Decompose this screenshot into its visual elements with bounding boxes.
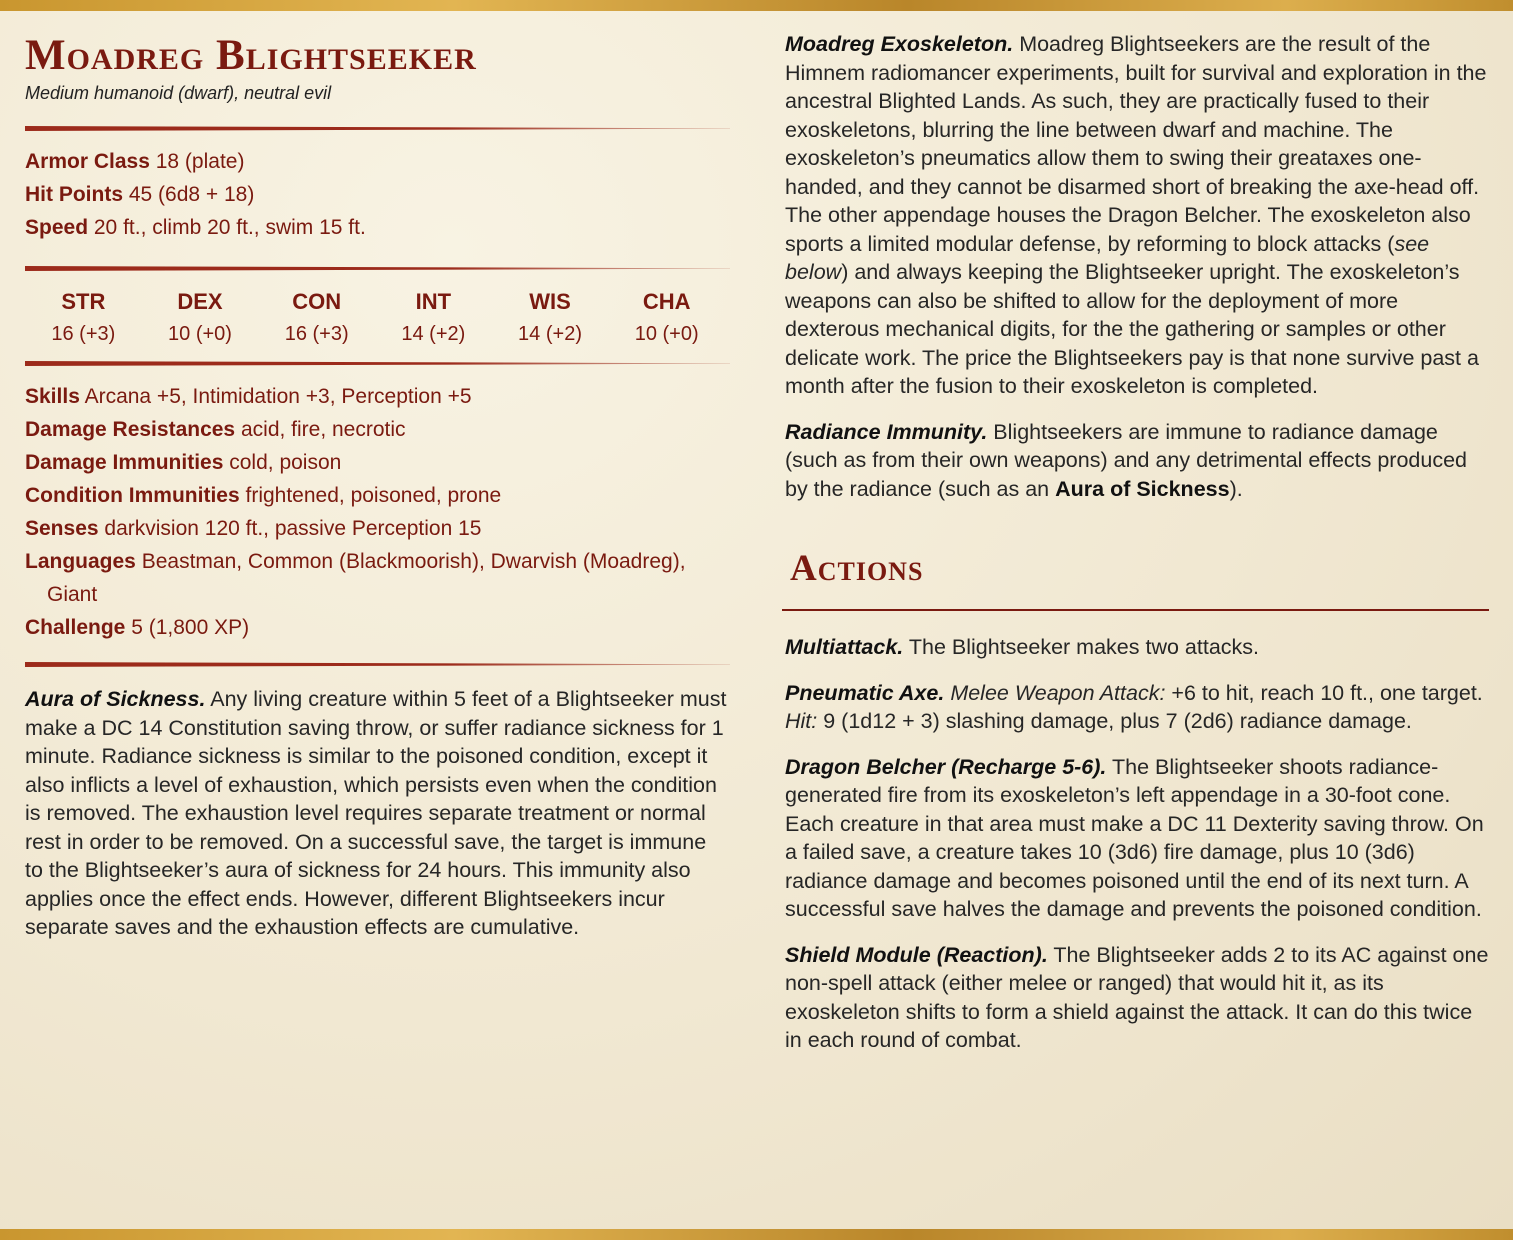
monster-meta: Medium humanoid (dwarf), neutral evil (25, 83, 332, 103)
trait-text: ) and always keeping the Blightseeker upright. The exoskeleton’s weapons can also be shifted to allow for the deployment of more dexterous mechanical digits, for the the gathering or samples or other delicate work. The price the Blightseekers pay is that none survive past a month after the fusion to their exoskeleton is completed. (785, 260, 1479, 398)
ability-value: 16 (+3) (51, 323, 116, 345)
languages-value: Beastman, Common (Blackmoorish), Dwarvish (Moadreg), Giant (47, 550, 686, 606)
skills-value: Arcana +5, Intimidation +3, Perception +5 (84, 385, 472, 408)
trait-radiance-immunity (785, 418, 1490, 504)
trait-text: ). (1229, 476, 1243, 501)
ability-wis (492, 285, 609, 349)
action-text: +6 to hit, reach 10 ft., one target. (1171, 680, 1483, 705)
senses-value: darkvision 120 ft., passive Perception 15 (104, 517, 482, 540)
damage-resistances-label: Damage Resistances (25, 418, 236, 441)
ability-value: 14 (+2) (401, 323, 466, 345)
ability-value: 10 (+0) (168, 323, 232, 345)
speed-line (25, 211, 730, 244)
action-text: The Blightseeker makes two attacks. (908, 635, 1259, 659)
trait-text: Moadreg Blightseekers are the result of the Himnem radiomancer experiments, built for survival and exploration in the ancestral Blighted Lands. As such, they are practically fused to their exoskeletons, blurring the line between dwarf and machine. The exoskeleton’s pneumatics allow them to swing their greataxes one-handed, and they cannot be disarmed short of breaking the axe-head off. The other appendage houses the Dragon Belcher. The exoskeleton also sports a limited modular defense, by reforming to block attacks ( (785, 32, 1487, 256)
trait-text-bold: Aura of Sickness (1055, 476, 1230, 501)
hit-points-line (25, 178, 730, 211)
ability-scores (25, 285, 725, 349)
ability-name: STR (61, 289, 106, 314)
speed-value: 20 ft., climb 20 ft., swim 15 ft. (93, 216, 366, 239)
senses-line (25, 512, 730, 545)
bottom-gold-border (0, 1229, 1513, 1240)
divider-rule (25, 126, 730, 131)
trait-text: Any living creature within 5 feet of a Blightseeker must make a DC 14 Constitution saving throw, or suffer radiance sickness for 1 minute. Radiance sickness is similar to the poisoned condition, except it also inflicts a level of exhaustion, which persists even when the condition is removed. The exhaustion level requires separate treatment or normal rest in order to be removed. On a successful save, the target is immune to the Blightseeker’s aura of sickness for 24 hours. This immunity also applies once the effect ends. However, different Blightseekers incur separate saves and the exhaustion effects are cumulative. (25, 687, 727, 939)
challenge-line (25, 611, 730, 644)
trait-aura-of-sickness (25, 685, 730, 942)
skills-label: Skills (25, 385, 80, 408)
right-column (785, 30, 1490, 1072)
trait-text: Blightseekers are immune to radiance damage (such as from their own weapons) and any detrimental effects produced by the radiance (such as an (785, 419, 1467, 501)
ability-str (25, 285, 142, 349)
damage-resistances-line (25, 413, 730, 446)
action-dragon-belcher (785, 753, 1490, 924)
action-name: Dragon Belcher (Recharge 5-6). (785, 754, 1107, 779)
divider-rule (25, 361, 730, 366)
condition-immunities-label: Condition Immunities (25, 484, 240, 507)
action-text: The Blightseeker shoots radiance-generated fire from its exoskeleton’s left appendage in a 30-foot cone. Each creature in that area must make a DC 11 Dexterity saving throw. On a failed save, a creature takes 10 (3d6) fire damage, plus 10 (3d6) radiance damage and becomes poisoned until the end of its next turn. A successful save halves the damage and prevents the poisoned condition. (785, 754, 1484, 921)
ability-name: CON (292, 289, 342, 314)
senses-label: Senses (25, 517, 99, 540)
hit-points-value: 45 (6d8 + 18) (128, 183, 255, 206)
ability-cha (608, 285, 725, 349)
challenge-value: 5 (1,800 XP) (131, 616, 250, 639)
damage-immunities-label: Damage Immunities (25, 451, 224, 474)
speed-label: Speed (25, 216, 89, 239)
damage-resistances-value: acid, fire, necrotic (240, 418, 406, 441)
ability-name: DEX (177, 289, 223, 314)
skills-line (25, 380, 730, 413)
actions-heading: Actions (790, 548, 924, 589)
action-name: Pneumatic Axe. (785, 680, 945, 705)
damage-immunities-line (25, 446, 730, 479)
languages-label: Languages (25, 550, 136, 573)
ability-int (375, 285, 492, 349)
damage-immunities-value: cold, poison (229, 451, 342, 474)
condition-immunities-line (25, 479, 730, 512)
ability-value: 10 (+0) (634, 323, 699, 345)
ability-dex (142, 285, 259, 349)
ability-name: CHA (642, 289, 691, 314)
divider-rule (25, 662, 730, 667)
left-column (25, 30, 730, 959)
ability-con (258, 285, 375, 349)
action-shield-module (785, 941, 1490, 1055)
monster-name: Moadreg Blightseeker (25, 32, 477, 79)
attack-type: Melee Weapon Attack: (950, 680, 1166, 705)
top-gold-border (0, 0, 1513, 11)
armor-class-label: Armor Class (25, 150, 150, 173)
action-name: Shield Module (Reaction). (785, 942, 1048, 967)
actions-rule (782, 609, 1489, 611)
ability-value: 14 (+2) (518, 323, 582, 345)
trait-name: Moadreg Exoskeleton. (785, 32, 1014, 56)
action-name: Multiattack. (785, 635, 904, 659)
languages-line (25, 545, 730, 611)
armor-class-value: 18 (plate) (155, 150, 245, 173)
action-pneumatic-axe (785, 679, 1490, 736)
trait-text-emphasis: see below (785, 231, 1430, 284)
armor-class-line (25, 145, 730, 178)
trait-moadreg-exoskeleton (785, 30, 1490, 401)
ability-value: 16 (+3) (284, 323, 349, 345)
challenge-label: Challenge (25, 616, 126, 639)
action-multiattack (785, 633, 1490, 662)
divider-rule (25, 266, 730, 271)
action-text: The Blightseeker adds 2 to its AC against one non-spell attack (either melee or ranged) that would hit it, as its exoskeleton shifts to form a shield against the attack. It can do this twice in each round of combat. (785, 942, 1489, 1052)
hit-points-label: Hit Points (25, 183, 123, 206)
ability-name: INT (415, 289, 452, 314)
trait-name: Aura of Sickness. (25, 687, 206, 711)
action-text: 9 (1d12 + 3) slashing damage, plus 7 (2d6) radiance damage. (823, 709, 1412, 733)
trait-name: Radiance Immunity. (785, 419, 988, 444)
condition-immunities-value: frightened, poisoned, prone (245, 484, 502, 507)
ability-name: WIS (529, 289, 571, 314)
hit-label: Hit: (785, 709, 818, 733)
